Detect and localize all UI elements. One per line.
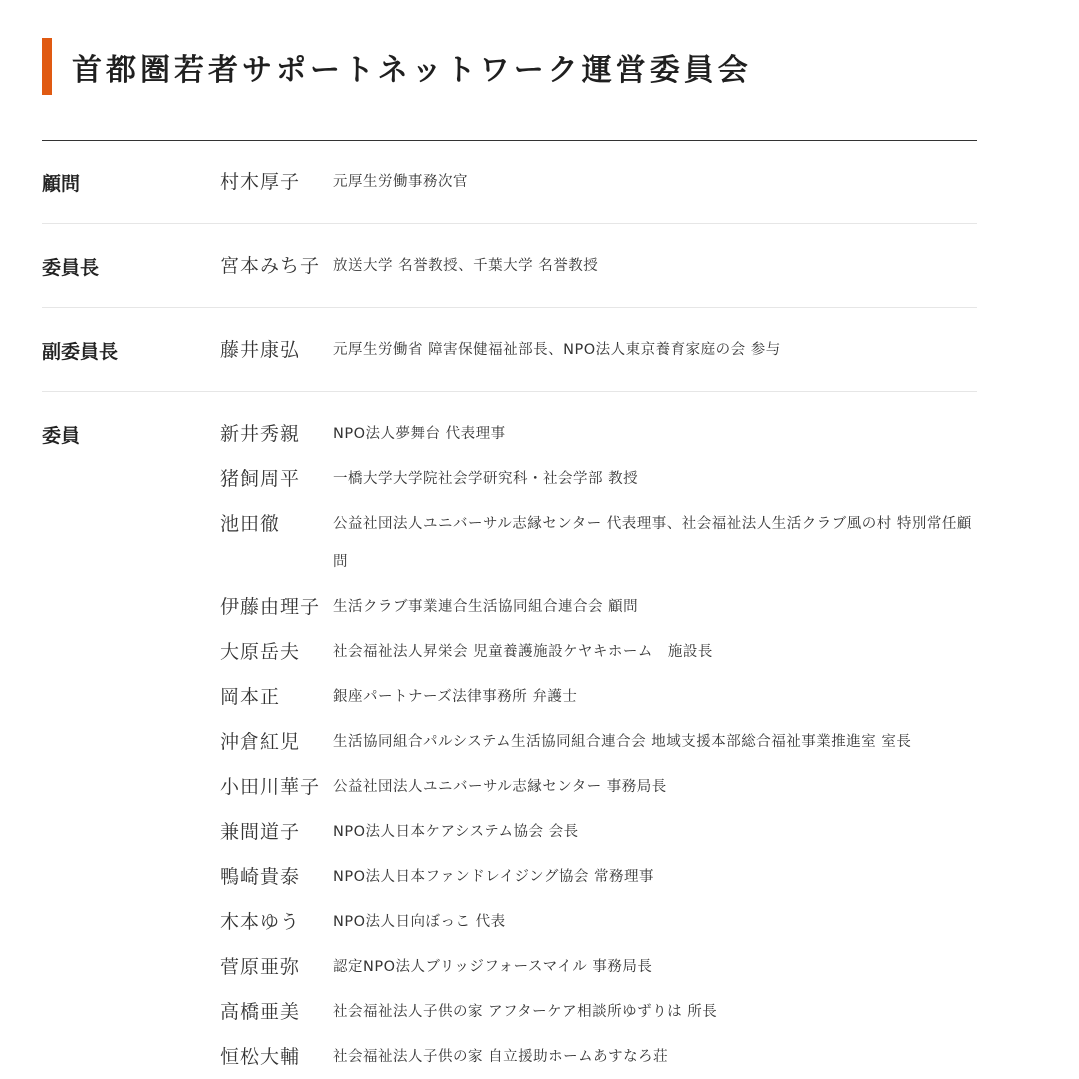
member-name: 兼間道子 (220, 821, 301, 843)
member-list (220, 224, 977, 307)
member-name: 菅原亜弥 (220, 956, 301, 978)
member-name: 新井秀親 (220, 423, 301, 445)
section-chair (42, 224, 977, 308)
page-title: 首都圏若者サポートネットワーク運営委員会 (72, 52, 752, 88)
member-name: 沖倉紅児 (220, 731, 301, 753)
member-row (220, 678, 977, 716)
member-name: 伊藤由理子 (220, 596, 321, 618)
member-name: 池田徹 (220, 513, 281, 535)
member-name: 小田川華子 (220, 776, 321, 798)
member-desc: 生活クラブ事業連合生活協同組合連合会 顧問 (333, 599, 639, 615)
member-row (220, 633, 977, 671)
member-name: 恒松大輔 (220, 1046, 301, 1068)
member-desc: 銀座パートナーズ法律事務所 弁護士 (333, 689, 578, 705)
member-desc: 社会福祉法人子供の家 自立援助ホームあすなろ荘 (333, 1049, 669, 1065)
role-label: 顧問 (42, 173, 81, 195)
member-name: 猪飼周平 (220, 468, 301, 490)
member-row (220, 813, 977, 851)
member-desc: 元厚生労働事務次官 (333, 174, 468, 190)
member-name: 木本ゆう (220, 911, 301, 933)
member-row (220, 723, 977, 761)
member-desc: NPO法人日向ぼっこ 代表 (333, 914, 506, 930)
member-row (220, 903, 977, 941)
member-list (220, 141, 977, 223)
section-advisor (42, 141, 977, 224)
role-label: 委員長 (42, 257, 100, 279)
member-desc: 認定NPO法人ブリッジフォースマイル 事務局長 (333, 959, 653, 975)
member-list (220, 308, 977, 391)
committee-list (42, 141, 977, 1079)
member-desc: 社会福祉法人子供の家 アフターケア相談所ゆずりは 所長 (333, 1004, 718, 1020)
member-row (220, 588, 977, 626)
member-row (220, 768, 977, 806)
member-name: 藤井康弘 (220, 339, 301, 361)
member-name: 村木厚子 (220, 171, 301, 193)
member-name: 岡本正 (220, 686, 281, 708)
member-row (220, 415, 977, 453)
member-desc: NPO法人夢舞台 代表理事 (333, 426, 506, 442)
member-row (220, 247, 977, 285)
member-row (220, 1038, 977, 1076)
member-desc: 生活協同組合パルシステム生活協同組合連合会 地域支援本部総合福祉事業推進室 室長 (333, 734, 912, 750)
member-desc: 放送大学 名誉教授、千葉大学 名誉教授 (333, 258, 599, 274)
member-desc: NPO法人日本ファンドレイジング協会 常務理事 (333, 869, 654, 885)
page-header (42, 38, 752, 95)
member-desc: 一橋大学大学院社会学研究科・社会学部 教授 (333, 471, 639, 487)
member-row (220, 993, 977, 1031)
member-row (220, 858, 977, 896)
member-name: 高橋亜美 (220, 1001, 301, 1023)
member-desc: NPO法人日本ケアシステム協会 会長 (333, 824, 579, 840)
section-members (42, 392, 977, 1079)
member-row (220, 163, 977, 201)
member-row (220, 948, 977, 986)
member-desc: 社会福祉法人昇栄会 児童養護施設ケヤキホーム 施設長 (333, 644, 713, 660)
member-name: 宮本みち子 (220, 255, 321, 277)
member-list (220, 392, 977, 1079)
member-row (220, 331, 977, 369)
member-desc: 公益社団法人ユニバーサル志縁センター 事務局長 (333, 779, 667, 795)
member-desc: 公益社団法人ユニバーサル志縁センター 代表理事、社会福祉法人生活クラブ風の村 特別常任顧問 (333, 516, 972, 570)
role-label: 副委員長 (42, 341, 119, 363)
member-row (220, 460, 977, 498)
member-desc: 元厚生労働省 障害保健福祉部長、NPO法人東京養育家庭の会 参与 (333, 342, 781, 358)
member-name: 大原岳夫 (220, 641, 301, 663)
member-row (220, 505, 977, 581)
section-vice-chair (42, 308, 977, 392)
member-name: 鴨崎貴泰 (220, 866, 301, 888)
role-label: 委員 (42, 425, 81, 447)
title-accent-bar (42, 38, 52, 95)
